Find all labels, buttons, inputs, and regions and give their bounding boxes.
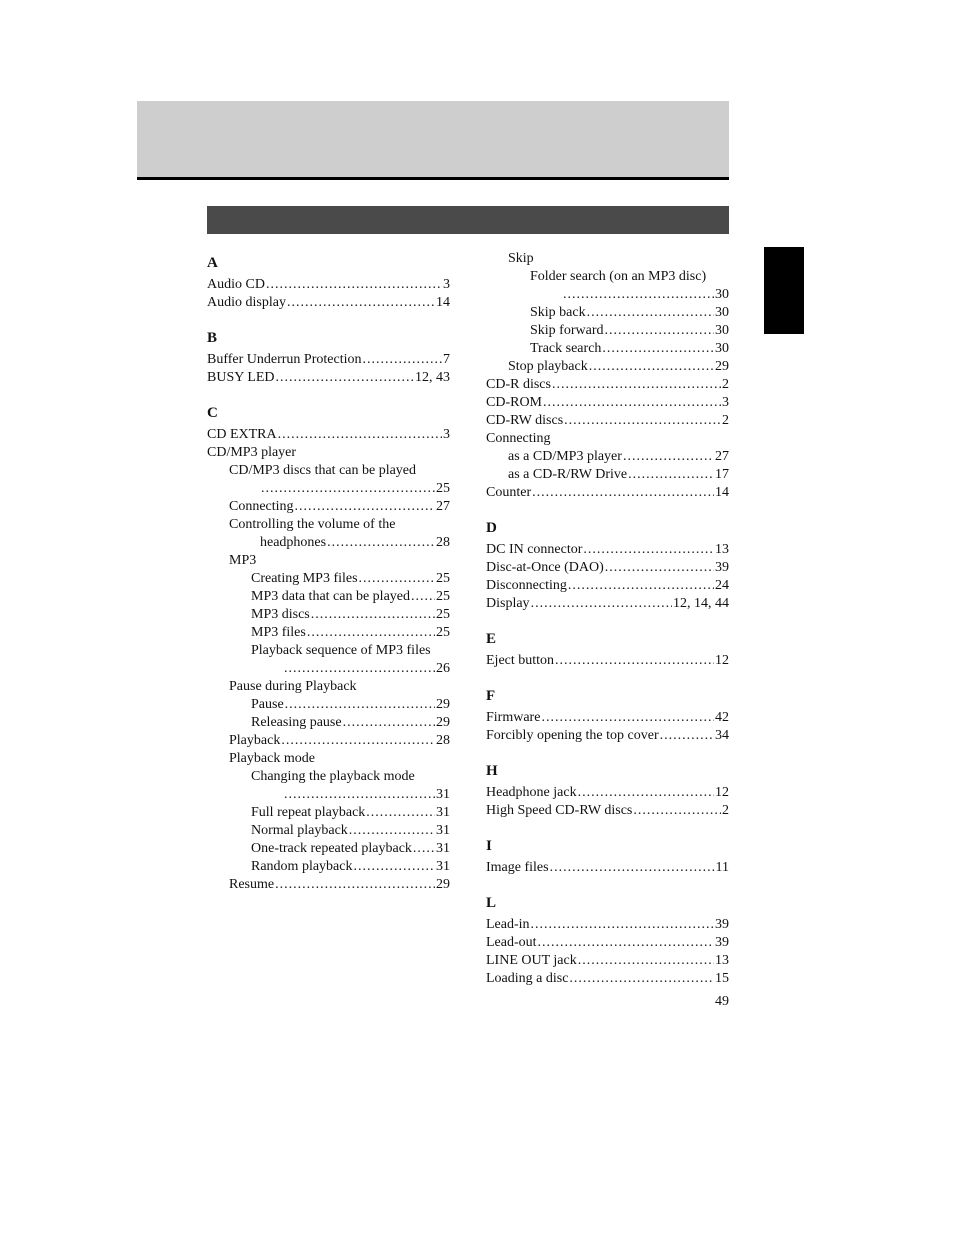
index-entry-pages: 15	[715, 971, 729, 986]
dot-leader	[568, 577, 714, 595]
index-entry-term: Skip back	[530, 305, 586, 320]
dot-leader	[583, 541, 714, 559]
index-subheading: CD/MP3 player	[207, 445, 297, 460]
index-entry-pages: 17	[715, 467, 729, 482]
index-entry-term: High Speed CD-RW discs	[486, 803, 633, 818]
index-entry-pages: 3	[722, 395, 729, 410]
index-entry	[486, 727, 729, 745]
index-entry	[207, 804, 450, 822]
index-entry-term: CD-ROM	[486, 395, 543, 410]
index-entry	[207, 732, 450, 750]
index-entry-term: DC IN connector	[486, 542, 583, 557]
dot-leader	[532, 484, 714, 502]
dot-leader	[564, 412, 721, 430]
index-entry	[486, 394, 729, 412]
dot-leader	[628, 466, 714, 484]
dot-leader	[602, 340, 714, 358]
dot-leader	[285, 696, 435, 714]
index-entry-term: Playback	[229, 733, 281, 748]
index-entry	[207, 369, 450, 387]
index-entry-pages: 29	[436, 715, 450, 730]
index-entry-term: Loading a disc	[486, 971, 569, 986]
index-subheading: Playback mode	[229, 751, 315, 766]
dot-leader	[311, 606, 435, 624]
index-entry-pages: 12	[715, 785, 729, 800]
index-entry	[207, 498, 450, 516]
index-entry-pages: 39	[715, 935, 729, 950]
index-letter-heading: L	[486, 895, 497, 911]
index-entry-term: Lead-in	[486, 917, 530, 932]
index-entry-pages: 39	[715, 917, 729, 932]
index-entry-pages: 12, 14, 44	[673, 596, 729, 611]
index-entry-term: Disconnecting	[486, 578, 567, 593]
index-entry-pages: 31	[436, 823, 450, 838]
index-entry-pages: 39	[715, 560, 729, 575]
index-entry-term: Track search	[530, 341, 602, 356]
index-entry-pages: 14	[715, 485, 729, 500]
dot-leader	[349, 822, 435, 840]
index-entry-term: Releasing pause	[251, 715, 342, 730]
index-entry-term: CD-R discs	[486, 377, 551, 392]
index-entry	[486, 541, 729, 559]
index-subheading: MP3	[229, 553, 257, 568]
index-entry-pages: 28	[436, 535, 450, 550]
index-entry	[207, 786, 450, 804]
index-entry-term: Pause	[251, 697, 284, 712]
index-entry-pages: 34	[715, 728, 729, 743]
index-entry	[486, 859, 729, 877]
index-entry-pages: 13	[715, 542, 729, 557]
dot-leader	[362, 351, 442, 369]
index-entry	[207, 660, 450, 678]
dot-leader	[284, 786, 435, 804]
index-entry-pages: 30	[715, 287, 729, 302]
index-entry-term: MP3 files	[251, 625, 306, 640]
index-entry	[207, 294, 450, 312]
dot-leader	[281, 732, 435, 750]
index-entry-term: headphones	[260, 535, 327, 550]
index-entry	[207, 570, 450, 588]
index-entry-pages: 3	[443, 277, 450, 292]
index-subheading: CD/MP3 discs that can be played	[229, 463, 417, 478]
index-entry	[207, 714, 450, 732]
index-entry-term: Forcibly opening the top cover	[486, 728, 659, 743]
index-entry	[486, 916, 729, 934]
index-entry-pages: 2	[722, 803, 729, 818]
index-entry-pages: 29	[715, 359, 729, 374]
index-subheading: Connecting	[486, 431, 551, 446]
dot-leader	[276, 369, 414, 387]
dot-leader	[266, 276, 442, 294]
index-entry	[207, 624, 450, 642]
index-entry-pages: 30	[715, 341, 729, 356]
index-entry-pages: 27	[715, 449, 729, 464]
index-entry-term: as a CD/MP3 player	[508, 449, 622, 464]
dot-leader	[555, 652, 714, 670]
index-entry-pages: 31	[436, 859, 450, 874]
index-entry	[486, 934, 729, 952]
dot-leader	[623, 448, 714, 466]
index-entry-pages: 13	[715, 953, 729, 968]
index-entry	[486, 595, 729, 613]
index-entry-term: Image files	[486, 860, 549, 875]
index-entry	[486, 286, 729, 304]
index-entry-term: Stop playback	[508, 359, 588, 374]
index-letter-heading: A	[207, 255, 218, 271]
index-entry	[207, 696, 450, 714]
dot-leader	[605, 322, 715, 340]
index-entry-term: Skip forward	[530, 323, 604, 338]
dot-leader	[353, 858, 435, 876]
index-entry-term: as a CD-R/RW Drive	[508, 467, 628, 482]
index-entry-pages: 11	[715, 860, 729, 875]
index-entry-term: MP3 discs	[251, 607, 310, 622]
dot-leader	[284, 660, 435, 678]
dot-leader	[578, 784, 714, 802]
index-entry-pages: 25	[436, 607, 450, 622]
index-entry-term: Resume	[229, 877, 275, 892]
index-entry	[486, 376, 729, 394]
index-entry	[486, 340, 729, 358]
index-entry	[486, 802, 729, 820]
dot-leader	[605, 559, 714, 577]
index-subheading: Skip	[508, 251, 534, 266]
index-entry	[486, 358, 729, 376]
index-entry-term: Random playback	[251, 859, 353, 874]
dot-leader	[563, 286, 714, 304]
index-column-left	[207, 250, 450, 894]
index-entry-pages: 29	[436, 877, 450, 892]
index-entry-term: Firmware	[486, 710, 541, 725]
index-entry-term: Audio display	[207, 295, 286, 310]
dot-leader	[538, 934, 714, 952]
dot-leader	[343, 714, 435, 732]
index-entry-term: LINE OUT jack	[486, 953, 577, 968]
page-number: 49	[715, 994, 729, 1009]
index-entry-pages: 12	[715, 653, 729, 668]
dot-leader	[359, 570, 435, 588]
index-entry	[207, 858, 450, 876]
index-entry-pages: 31	[436, 805, 450, 820]
index-entry	[207, 822, 450, 840]
index-entry-pages: 28	[436, 733, 450, 748]
index-entry-pages: 31	[436, 841, 450, 856]
index-entry	[207, 534, 450, 552]
index-entry-term: MP3 data that can be played	[251, 589, 411, 604]
dot-leader	[550, 859, 715, 877]
index-entry	[486, 709, 729, 727]
index-entry-pages: 30	[715, 323, 729, 338]
index-entry-pages: 30	[715, 305, 729, 320]
index-entry-pages: 24	[715, 578, 729, 593]
index-entry	[486, 952, 729, 970]
index-entry-term: Buffer Underrun Protection	[207, 352, 362, 367]
index-entry	[486, 559, 729, 577]
index-entry-term: Normal playback	[251, 823, 348, 838]
index-entry-pages: 25	[436, 625, 450, 640]
dot-leader	[578, 952, 714, 970]
index-entry-pages: 31	[436, 787, 450, 802]
index-entry	[486, 448, 729, 466]
chapter-thumb-tab	[764, 247, 804, 334]
index-entry-pages: 25	[436, 481, 450, 496]
index-entry	[207, 840, 450, 858]
index-entry	[207, 480, 450, 498]
dot-leader	[278, 426, 442, 444]
dot-leader	[531, 595, 672, 613]
index-entry	[207, 351, 450, 369]
index-entry	[486, 466, 729, 484]
index-entry	[207, 606, 450, 624]
dot-leader	[261, 480, 435, 498]
index-entry	[207, 588, 450, 606]
index-subheading: Changing the playback mode	[251, 769, 415, 784]
section-title-bar	[207, 206, 729, 234]
index-entry	[207, 876, 450, 894]
index-entry	[486, 484, 729, 502]
index-entry	[486, 322, 729, 340]
dot-leader	[295, 498, 435, 516]
index-entry-term: Audio CD	[207, 277, 265, 292]
dot-leader	[307, 624, 435, 642]
index-letter-heading: E	[486, 631, 497, 647]
index-entry-pages: 7	[443, 352, 450, 367]
index-column-right	[486, 250, 729, 988]
index-entry-term: CD EXTRA	[207, 427, 277, 442]
dot-leader	[660, 727, 714, 745]
index-entry-pages: 12, 43	[415, 370, 450, 385]
dot-leader	[531, 916, 714, 934]
index-entry	[486, 784, 729, 802]
index-entry-term: Disc-at-Once (DAO)	[486, 560, 604, 575]
index-entry-term: CD-RW discs	[486, 413, 564, 428]
index-entry-term: One-track repeated playback	[251, 841, 412, 856]
dot-leader	[589, 358, 714, 376]
index-entry	[486, 970, 729, 988]
index-entry-pages: 29	[436, 697, 450, 712]
index-entry-term: Eject button	[486, 653, 555, 668]
index-subheading: Pause during Playback	[229, 679, 357, 694]
index-letter-heading: C	[207, 405, 218, 421]
index-subheading: Playback sequence of MP3 files	[251, 643, 431, 658]
index-entry-term: Creating MP3 files	[251, 571, 358, 586]
index-entry-pages: 2	[722, 413, 729, 428]
index-entry-pages: 14	[436, 295, 450, 310]
dot-leader	[327, 534, 435, 552]
index-entry	[207, 276, 450, 294]
dot-leader	[633, 802, 721, 820]
index-entry	[207, 426, 450, 444]
index-entry-term: Headphone jack	[486, 785, 577, 800]
index-entry	[486, 412, 729, 430]
index-letter-heading: I	[486, 838, 492, 854]
index-entry-pages: 2	[722, 377, 729, 392]
index-entry-term: Connecting	[229, 499, 294, 514]
index-subheading: Controlling the volume of the	[229, 517, 396, 532]
index-letter-heading: H	[486, 763, 498, 779]
index-entry-term: Lead-out	[486, 935, 537, 950]
dot-leader	[552, 376, 721, 394]
dot-leader	[413, 840, 435, 858]
index-subheading: Folder search (on an MP3 disc)	[530, 269, 707, 284]
index-entry-term: BUSY LED	[207, 370, 275, 385]
index-entry	[486, 304, 729, 322]
index-entry-pages: 25	[436, 571, 450, 586]
dot-leader	[411, 588, 435, 606]
index-entry-term: Display	[486, 596, 530, 611]
dot-leader	[541, 709, 714, 727]
index-entry-pages: 25	[436, 589, 450, 604]
index-letter-heading: B	[207, 330, 218, 346]
index-entry-pages: 3	[443, 427, 450, 442]
index-entry-term: Full repeat playback	[251, 805, 366, 820]
index-entry	[486, 652, 729, 670]
dot-leader	[275, 876, 435, 894]
dot-leader	[287, 294, 435, 312]
index-entry-term: Counter	[486, 485, 532, 500]
index-entry-pages: 26	[436, 661, 450, 676]
header-band	[137, 101, 729, 180]
index-entry-pages: 42	[715, 710, 729, 725]
index-entry-pages: 27	[436, 499, 450, 514]
dot-leader	[366, 804, 435, 822]
index-entry	[486, 577, 729, 595]
index-letter-heading: D	[486, 520, 497, 536]
dot-leader	[543, 394, 721, 412]
dot-leader	[587, 304, 714, 322]
index-letter-heading: F	[486, 688, 496, 704]
dot-leader	[569, 970, 714, 988]
